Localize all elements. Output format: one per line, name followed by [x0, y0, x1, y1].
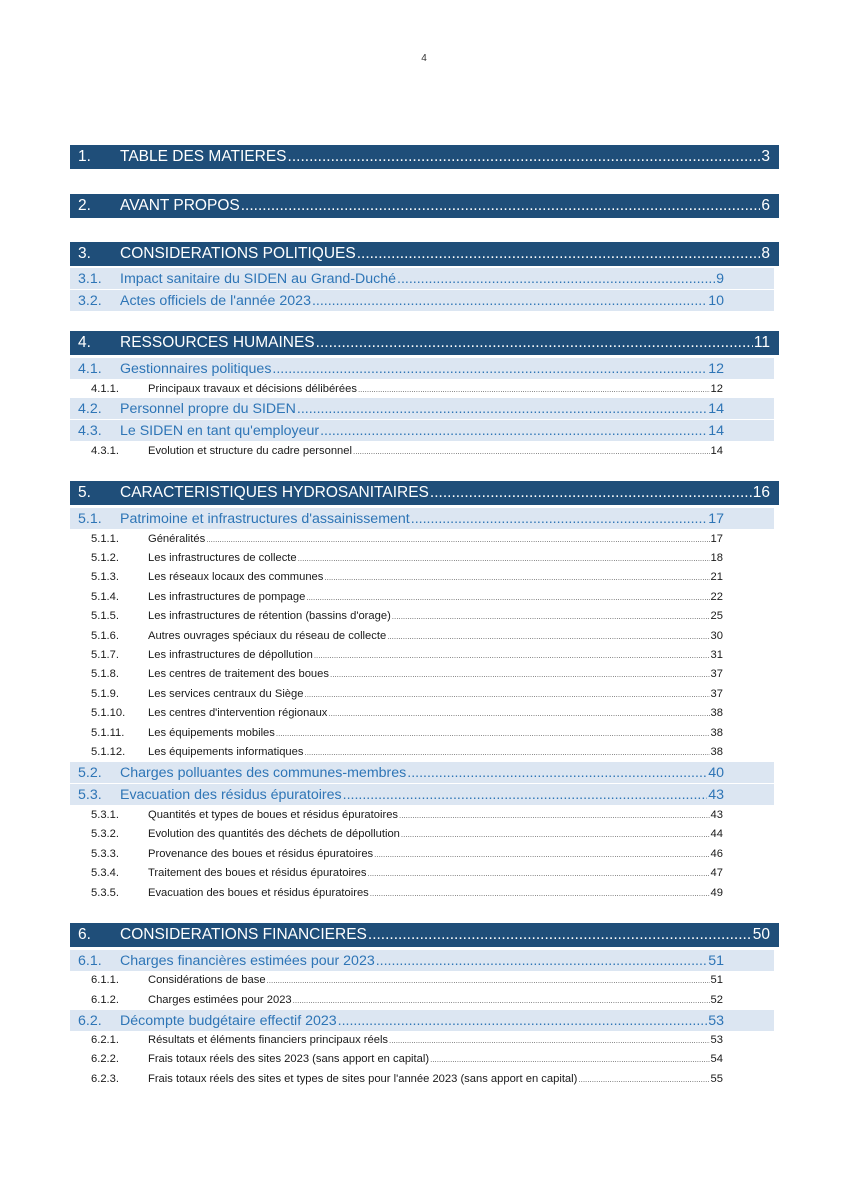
dot-leader: [304, 746, 709, 758]
toc-entry-number: 1.: [78, 148, 91, 165]
dot-leader: [358, 383, 710, 395]
toc-entry-title: Les équipements informatiques: [148, 746, 304, 758]
toc-entry-level-2[interactable]: [70, 784, 774, 805]
toc-entry-page: 18: [710, 552, 723, 564]
toc-entry-title: Les services centraux du Siège: [148, 688, 304, 700]
dot-leader: [357, 245, 761, 263]
toc-entry-level-2[interactable]: [70, 420, 774, 441]
toc-entry-number: 5.3.5.: [91, 887, 119, 899]
toc-entry-number: 6.2.1.: [91, 1034, 119, 1046]
toc-entry-number: 5.1.12.: [91, 746, 126, 758]
toc-entry-level-3[interactable]: [91, 1070, 723, 1088]
toc-entry-number: 4.1.1.: [91, 383, 119, 395]
toc-entry-page: 17: [710, 533, 723, 545]
toc-entry-number: 4.3.1.: [91, 445, 119, 457]
dot-leader: [298, 552, 710, 564]
dot-leader: [338, 1013, 708, 1029]
toc-entry-page: 50: [752, 926, 770, 943]
dot-leader: [368, 926, 752, 944]
toc-entry-title: Les infrastructures de pompage: [148, 591, 306, 603]
dot-leader: [312, 293, 707, 309]
toc-entry-number: 5.2.: [78, 764, 102, 781]
dot-leader: [330, 668, 710, 680]
toc-entry-title: Les infrastructures de collecte: [148, 552, 297, 564]
toc-entry-page: 16: [752, 484, 770, 501]
toc-entry-page: 44: [710, 828, 723, 840]
toc-entry-page: 30: [710, 630, 723, 642]
toc-entry-number: 5.1.1.: [91, 533, 119, 545]
toc-entry-page: 51: [708, 952, 724, 969]
toc-entry-page: 9: [716, 270, 724, 287]
dot-leader: [288, 148, 761, 166]
toc-entry-number: 5.3.3.: [91, 848, 119, 860]
toc-entry-level-1[interactable]: [70, 194, 779, 218]
toc-entry-page: 31: [710, 649, 723, 661]
toc-entry-title: Les équipements mobiles: [148, 727, 275, 739]
toc-entry-page: 12: [708, 360, 724, 377]
toc-entry-title: Personnel propre du SIDEN: [120, 400, 296, 417]
toc-entry-page: 22: [710, 591, 723, 603]
toc-entry-number: 3.2.: [78, 292, 102, 309]
toc-entry-page: 40: [708, 764, 724, 781]
toc-entry-level-3[interactable]: [91, 665, 723, 683]
toc-entry-level-2[interactable]: [70, 950, 774, 971]
toc-entry-page: 53: [710, 1034, 723, 1046]
dot-leader: [389, 1034, 710, 1046]
toc-entry-level-3[interactable]: [91, 1050, 723, 1068]
toc-entry-title: Evacuation des résidus épuratoires: [120, 786, 342, 803]
dot-leader: [306, 591, 709, 603]
toc-entry-level-1[interactable]: [70, 145, 779, 169]
toc-entry-number: 5.1.9.: [91, 688, 119, 700]
toc-entry-title: Quantités et types de boues et résidus épuratoires: [148, 809, 399, 821]
toc-entry-number: 6.2.3.: [91, 1073, 119, 1085]
toc-entry-title: Frais totaux réels des sites 2023 (sans apport en capital): [148, 1053, 430, 1065]
toc-entry-page: 47: [710, 867, 723, 879]
toc-entry-level-3[interactable]: [91, 627, 723, 645]
toc-entry-title: CARACTERISTIQUES HYDROSANITAIRES: [120, 484, 429, 501]
toc-entry-level-2[interactable]: [70, 358, 774, 379]
toc-entry-title: Autres ouvrages spéciaux du réseau de collecte: [148, 630, 387, 642]
toc-entry-level-1[interactable]: [70, 481, 779, 505]
toc-entry-level-3[interactable]: [91, 607, 723, 625]
toc-entry-title: Le SIDEN en tant qu'employeur: [120, 422, 320, 439]
toc-entry-number: 5.: [78, 484, 91, 501]
toc-entry-level-3[interactable]: [91, 549, 723, 567]
toc-entry-page: 43: [708, 786, 724, 803]
toc-entry-title: Les centres d'intervention régionaux: [148, 707, 328, 719]
toc-entry-title: Les centres de traitement des boues: [148, 668, 329, 680]
toc-entry-level-3[interactable]: [91, 806, 723, 824]
toc-entry-number: 6.1.1.: [91, 974, 119, 986]
toc-entry-title: Evolution et structure du cadre personnel: [148, 445, 352, 457]
toc-entry-level-3[interactable]: [91, 991, 723, 1009]
toc-entry-level-3[interactable]: [91, 1031, 723, 1049]
toc-entry-page: 53: [708, 1012, 724, 1029]
toc-entry-level-2[interactable]: [70, 290, 774, 311]
toc-entry-number: 3.: [78, 245, 91, 262]
dot-leader: [343, 787, 708, 803]
dot-leader: [392, 610, 710, 622]
dot-leader: [407, 765, 707, 781]
toc-entry-title: Impact sanitaire du SIDEN au Grand-Duché: [120, 270, 396, 287]
toc-entry-number: 4.1.: [78, 360, 102, 377]
toc-entry-title: Considérations de base: [148, 974, 266, 986]
toc-entry-page: 14: [708, 422, 724, 439]
dot-leader: [397, 271, 715, 287]
toc-entry-number: 4.: [78, 334, 91, 351]
toc-entry-number: 6.1.: [78, 952, 102, 969]
dot-leader: [314, 649, 710, 661]
dot-leader: [320, 423, 707, 439]
dot-leader: [578, 1073, 709, 1085]
dot-leader: [276, 727, 710, 739]
toc-entry-page: 14: [710, 445, 723, 457]
toc-entry-title: Patrimoine et infrastructures d'assainissement: [120, 510, 410, 527]
toc-entry-level-3[interactable]: [91, 743, 723, 761]
dot-leader: [399, 809, 710, 821]
toc-entry-page: 51: [710, 974, 723, 986]
toc-entry-level-1[interactable]: [70, 331, 779, 355]
toc-entry-title: Frais totaux réels des sites et types de sites pour l'année 2023 (sans apport en capital): [148, 1073, 578, 1085]
dot-leader: [304, 688, 709, 700]
toc-entry-number: 5.1.10.: [91, 707, 126, 719]
toc-entry-level-3[interactable]: [91, 568, 723, 586]
toc-entry-page: 17: [708, 510, 724, 527]
toc-entry-number: 5.1.4.: [91, 591, 119, 603]
dot-leader: [324, 571, 709, 583]
toc-entry-title: Généralités: [148, 533, 206, 545]
dot-leader: [430, 1053, 709, 1065]
toc-entry-title: Traitement des boues et résidus épuratoires: [148, 867, 367, 879]
toc-entry-title: Les infrastructures de dépollution: [148, 649, 313, 661]
toc-entry-title: Evacuation des boues et résidus épuratoires: [148, 887, 369, 899]
toc-entry-title: Décompte budgétaire effectif 2023: [120, 1012, 337, 1029]
toc-entry-title: CONSIDERATIONS FINANCIERES: [120, 926, 367, 943]
toc-entry-page: 38: [710, 746, 723, 758]
dot-leader: [353, 445, 710, 457]
dot-leader: [272, 361, 707, 377]
dot-leader: [374, 848, 709, 860]
toc-entry-level-2[interactable]: [70, 762, 774, 783]
toc-entry-title: Charges polluantes des communes-membres: [120, 764, 407, 781]
toc-entry-number: 5.1.5.: [91, 610, 119, 622]
toc-entry-title: CONSIDERATIONS POLITIQUES: [120, 245, 356, 262]
toc-entry-title: Evolution des quantités des déchets de dépollution: [148, 828, 400, 840]
toc-entry-number: 5.1.7.: [91, 649, 119, 661]
toc-entry-page: 46: [710, 848, 723, 860]
toc-entry-number: 5.1.3.: [91, 571, 119, 583]
toc-entry-page: 10: [708, 292, 724, 309]
toc-entry-number: 4.2.: [78, 400, 102, 417]
toc-entry-level-3[interactable]: [91, 845, 723, 863]
toc-entry-level-3[interactable]: [91, 442, 723, 460]
toc-entry-level-3[interactable]: [91, 646, 723, 664]
toc-entry-title: Actes officiels de l'année 2023: [120, 292, 311, 309]
toc-entry-number: 4.3.: [78, 422, 102, 439]
dot-leader: [376, 953, 707, 969]
toc-entry-number: 3.1.: [78, 270, 102, 287]
toc-entry-level-2[interactable]: [70, 398, 774, 419]
toc-entry-number: 6.2.2.: [91, 1053, 119, 1065]
toc-entry-page: 38: [710, 707, 723, 719]
toc-entry-title: Provenance des boues et résidus épuratoires: [148, 848, 374, 860]
toc-entry-title: Les infrastructures de rétention (bassins d'orage): [148, 610, 391, 622]
dot-leader: [241, 197, 761, 215]
toc-entry-level-3[interactable]: [91, 724, 723, 742]
toc-entry-number: 6.1.2.: [91, 994, 119, 1006]
toc-entry-level-3[interactable]: [91, 685, 723, 703]
toc-entry-level-2[interactable]: [70, 268, 774, 289]
toc-entry-title: RESSOURCES HUMAINES: [120, 334, 315, 351]
toc-entry-page: 49: [710, 887, 723, 899]
toc-entry-number: 6.2.: [78, 1012, 102, 1029]
dot-leader: [430, 484, 752, 502]
toc-entry-level-2[interactable]: [70, 508, 774, 529]
toc-entry-page: 37: [710, 668, 723, 680]
toc-entry-page: 54: [710, 1053, 723, 1065]
toc-entry-number: 5.3.: [78, 786, 102, 803]
toc-entry-level-3[interactable]: [91, 864, 723, 882]
dot-leader: [401, 828, 710, 840]
toc-entry-page: 55: [710, 1073, 723, 1085]
toc-entry-level-3[interactable]: [91, 825, 723, 843]
toc-entry-page: 21: [710, 571, 723, 583]
dot-leader: [367, 867, 709, 879]
toc-entry-level-3[interactable]: [91, 588, 723, 606]
toc-entry-page: 38: [710, 727, 723, 739]
toc-entry-level-1[interactable]: [70, 242, 779, 266]
toc-entry-page: 52: [710, 994, 723, 1006]
dot-leader: [387, 630, 709, 642]
toc-entry-title: Charges financières estimées pour 2023: [120, 952, 375, 969]
toc-entry-number: 5.1.6.: [91, 630, 119, 642]
dot-leader: [411, 511, 707, 527]
page-number: 4: [421, 53, 427, 64]
dot-leader: [316, 334, 753, 352]
dot-leader: [370, 887, 710, 899]
toc-entry-page: 11: [753, 334, 770, 351]
dot-leader: [206, 533, 709, 545]
toc-entry-level-3[interactable]: [91, 380, 723, 398]
toc-entry-level-3[interactable]: [91, 530, 723, 548]
toc-entry-page: 6: [761, 197, 770, 214]
toc-entry-title: Les réseaux locaux des communes: [148, 571, 324, 583]
toc-entry-level-3[interactable]: [91, 971, 723, 989]
toc-entry-number: 6.: [78, 926, 91, 943]
toc-entry-level-1[interactable]: [70, 923, 779, 947]
toc-entry-level-2[interactable]: [70, 1010, 774, 1031]
toc-entry-page: 14: [708, 400, 724, 417]
toc-entry-page: 3: [761, 148, 770, 165]
dot-leader: [328, 707, 709, 719]
toc-entry-number: 5.1.11.: [91, 727, 125, 739]
toc-entry-level-3[interactable]: [91, 884, 723, 902]
toc-entry-number: 5.3.2.: [91, 828, 119, 840]
toc-entry-number: 5.3.4.: [91, 867, 119, 879]
toc-entry-number: 2.: [78, 197, 91, 214]
toc-entry-title: AVANT PROPOS: [120, 197, 240, 214]
toc-entry-title: Principaux travaux et décisions délibérées: [148, 383, 357, 395]
toc-entry-title: Charges estimées pour 2023: [148, 994, 292, 1006]
dot-leader: [267, 974, 710, 986]
toc-entry-level-3[interactable]: [91, 704, 723, 722]
toc-entry-page: 37: [710, 688, 723, 700]
toc-entry-title: Résultats et éléments financiers principaux réels: [148, 1034, 389, 1046]
toc-entry-page: 12: [710, 383, 723, 395]
toc-entry-number: 5.1.2.: [91, 552, 119, 564]
toc-entry-page: 25: [710, 610, 723, 622]
toc-entry-title: Gestionnaires politiques: [120, 360, 272, 377]
toc-entry-number: 5.1.8.: [91, 668, 119, 680]
toc-entry-page: 43: [710, 809, 723, 821]
toc-entry-title: TABLE DES MATIERES: [120, 148, 287, 165]
toc-entry-number: 5.1.: [78, 510, 102, 527]
dot-leader: [297, 401, 707, 417]
dot-leader: [293, 994, 710, 1006]
toc-entry-page: 8: [761, 245, 770, 262]
toc-entry-number: 5.3.1.: [91, 809, 119, 821]
